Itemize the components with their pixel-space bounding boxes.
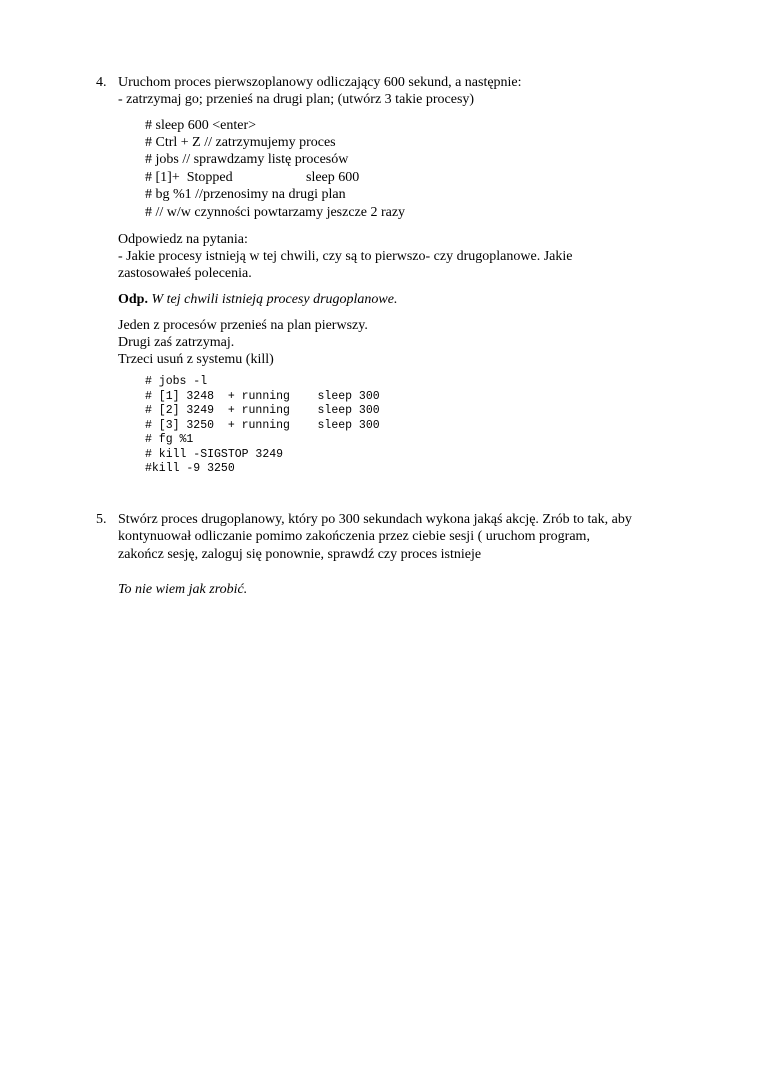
task5-number: 5. [96,512,107,527]
terminal-line-7: #kill -9 3250 [145,462,235,475]
task4-command-3: # jobs // sprawdzamy listę procesów [145,152,349,167]
terminal-line-1: # jobs -l [145,375,208,388]
task4-command-6: # // w/w czynności powtarzamy jeszcze 2 razy [145,205,406,220]
task4-instruction-3: Trzeci usuń z systemu (kill) [118,352,274,367]
terminal-line-3: # [2] 3249 + running sleep 300 [145,404,380,417]
task4-number: 4. [96,75,107,90]
terminal-line-4: # [3] 3250 + running sleep 300 [145,419,380,432]
answer-label: Odp. [118,292,148,307]
task5-answer: To nie wiem jak zrobić. [118,582,248,597]
task4-question-line-2: zastosowałeś polecenia. [118,266,252,281]
task4-instruction-1: Jeden z procesów przenieś na plan pierwszy. [118,318,368,333]
task4-command-1: # sleep 600 <enter> [145,118,257,133]
task4-question-intro: Odpowiedz na pytania: [118,232,248,247]
terminal-line-2: # [1] 3248 + running sleep 300 [145,390,380,403]
answer-text: W tej chwili istnieją procesy drugoplanowe. [151,292,398,307]
task4-subtitle: - zatrzymaj go; przenieś na drugi plan; (utwórz 3 takie procesy) [118,92,475,107]
task5-line-3: zakończ sesję, zaloguj się ponownie, sprawdź czy proces istnieje [118,547,482,562]
terminal-line-5: # fg %1 [145,433,194,446]
task4-instruction-2: Drugi zaś zatrzymaj. [118,335,235,350]
task5-line-1: Stwórz proces drugoplanowy, który po 300 sekundach wykona jakąś akcję. Zrób to tak, aby [118,512,632,527]
task4-command-5: # bg %1 //przenosimy na drugi plan [145,187,346,202]
task4-answer [118,291,397,308]
task4-question-line-1: - Jakie procesy istnieją w tej chwili, czy są to pierwszo- czy drugoplanowe. Jakie [118,249,573,264]
terminal-line-6: # kill -SIGSTOP 3249 [145,448,284,461]
task4-title: Uruchom proces pierwszoplanowy odliczający 600 sekund, a następnie: [118,75,522,90]
task5-line-2: kontynuował odliczanie pomimo zakończenia przez ciebie sesji ( uruchom program, [118,529,590,544]
task4-command-2: # Ctrl + Z // zatrzymujemy proces [145,135,336,150]
task4-stopped-cmd: sleep 600 [306,170,360,185]
task4-command-4: # [1]+ Stopped [145,170,233,185]
